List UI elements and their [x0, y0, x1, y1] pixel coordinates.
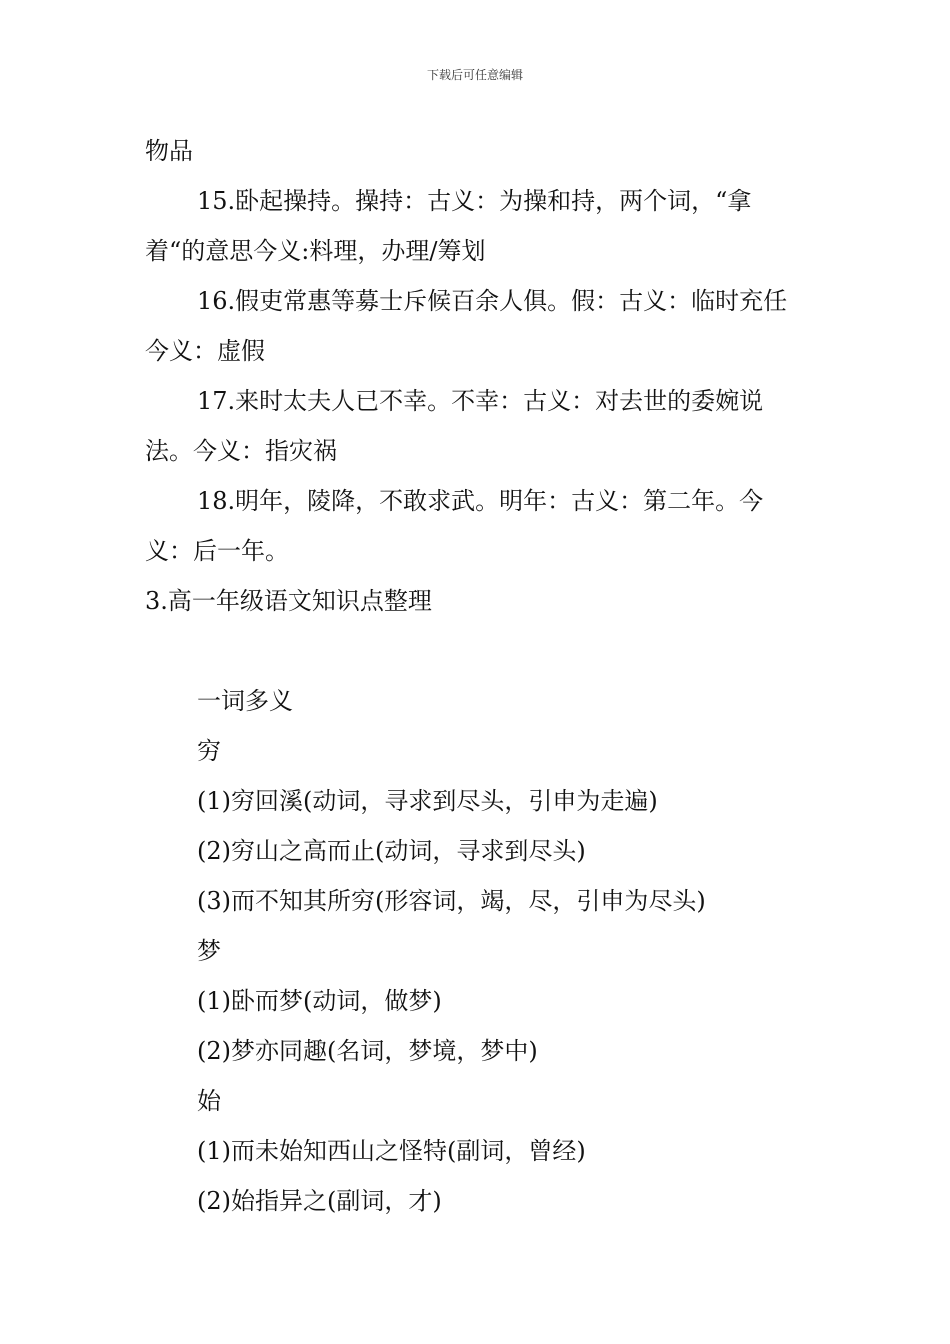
sense-line: (1)穷回溪(动词，寻求到尽头，引申为走遍) [197, 787, 658, 815]
word-entry-meng: 梦 [197, 937, 221, 965]
sense-line: (2)梦亦同趣(名词，梦境，梦中) [197, 1037, 538, 1065]
paragraph-item-15: 15.卧起操持。操持：古义：为操和持，两个词，“拿着“的意思今义:料理，办理/筹划 [145, 187, 752, 265]
paragraph-item-18: 18.明年，陵降，不敢求武。明年：古义：第二年。今义：后一年。 [145, 487, 764, 565]
word-entry-qiong: 穷 [197, 737, 221, 765]
sense-line: (2)穷山之高而止(动词，寻求到尽头) [197, 837, 586, 865]
section-title: 3.高一年级语文知识点整理 [145, 587, 432, 615]
sense-line: (1)卧而梦(动词，做梦) [197, 987, 442, 1015]
sense-line: (1)而未始知西山之怪特(副词，曾经) [197, 1137, 586, 1165]
word-entry-shi: 始 [197, 1087, 221, 1115]
sense-line: (3)而不知其所穷(形容词，竭，尽，引申为尽头) [197, 887, 706, 915]
paragraph-continuation: 物品 [145, 137, 193, 165]
sense-line: (2)始指异之(副词，才) [197, 1187, 442, 1215]
paragraph-item-17: 17.来时太夫人已不幸。不幸：古义：对去世的委婉说法。今义：指灾祸 [145, 387, 764, 465]
subsection-heading: 一词多义 [197, 687, 293, 715]
paragraph-item-16: 16.假吏常惠等募士斥候百余人俱。假：古义：临时充任今义：虚假 [145, 287, 788, 365]
blank-line [145, 626, 807, 676]
document-body [145, 126, 807, 1226]
page-header: 下载后可任意编辑 [426, 68, 523, 82]
